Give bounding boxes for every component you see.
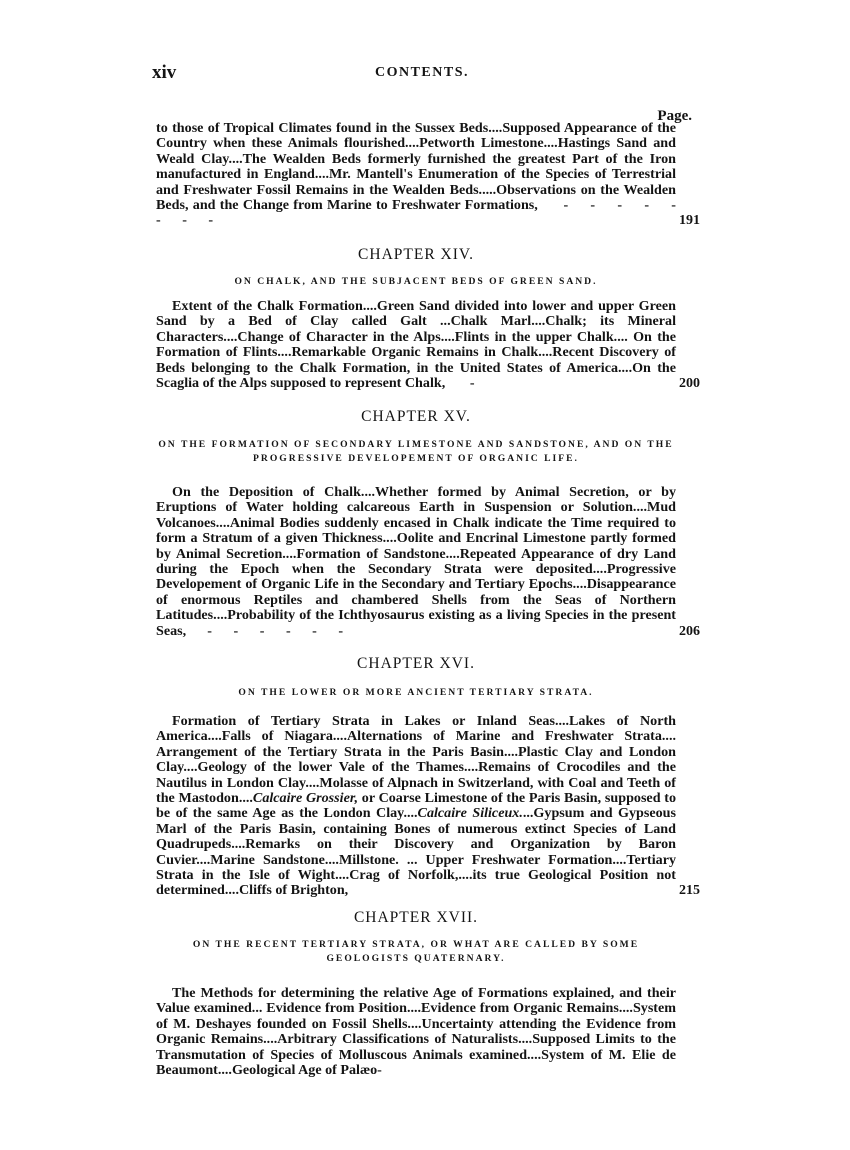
summary-text: The Methods for determining the relative Age of Formations explained, and their Value examined... Evidence from Position....Evidence from Organic Remains....System of M. Deshayes founded on Fossil Shells....Uncertainty attending the Evidence from Organic Remains....Arbitrary Classifications of Naturalists....Supposed Limits to the Transmutation of Species of Molluscous Animals examined....System of M. Elie de Beaumont....Geological Age of Palæo-: [156, 985, 676, 1079]
contents-entry-continued: [156, 120, 700, 229]
chapter-subtitle: ON CHALK, AND THE SUBJACENT BEDS OF GREEN SAND.: [234, 276, 598, 287]
chapter-subtitle: ON THE FORMATION OF SECONDARY LIMESTONE AND SANDSTONE, AND ON THE PROGRESSIVE DEVELOPEMENT OF ORGANIC LIFE.: [158, 439, 674, 464]
chapter-heading: CHAPTER XV.: [361, 408, 471, 425]
leader-dots: - - - - - - - -: [156, 197, 676, 229]
chapter-summary-text: [156, 485, 676, 639]
chapter-page-number: 200: [679, 376, 700, 392]
chapter-heading: CHAPTER XIV.: [358, 246, 474, 263]
chapter-summary: [156, 986, 676, 1078]
summary-text: or Coarse Limestone of the Paris Basin, supposed to be of the same Age as the London Clay....: [156, 790, 676, 822]
chapter-page-number: 206: [679, 623, 700, 639]
chapter-heading: CHAPTER XVII.: [353, 909, 479, 926]
entry-summary: to those of Tropical Climates found in the Sussex Beds....Supposed Appearance of the Country when these Animals flourished....Petworth Limestone....Hastings Sand and Weald Clay....The Wealden Beds formerly furnished the greatest Part of the Iron manufactured in England....Mr. Mantell's Enumeration of the Species of Terrestrial and Freshwater Fossil Remains in the Wealden Beds.....Observations on the Wealden Beds, and the Change from Marine to Freshwater Formations,: [156, 120, 676, 214]
entry-text: [156, 121, 676, 229]
chapter-summary-text: [156, 299, 676, 391]
summary-text: Extent of the Chalk Formation....Green Sand divided into lower and upper Green Sand by a Bed of Clay called Galt ...Chalk Marl....Chalk; its Mineral Characters....Change of Character in the Alps....Flints in the upper Chalk.... On the Formation of Flints....Remarkable Organic Remains in Chalk....Recent Discovery of Beds belonging to the Chalk Formation, in the United States of America....On the Scaglia of the Alps supposed to represent Chalk,: [156, 298, 676, 392]
chapter-summary: [156, 713, 700, 899]
chapter-heading: CHAPTER XVI.: [357, 655, 475, 672]
chapter-summary: [156, 484, 700, 639]
page-column-label: Page.: [657, 108, 692, 124]
page-folio: xiv: [152, 62, 177, 83]
leader-dots: -: [469, 375, 475, 392]
summary-text: ...Gypsum and Gypseous Marl of the Paris Basin, containing Bones of numerous extinct Species of Land Quadrupeds....Remarks on their Discovery and Organization by Baron Cuvier....Marine Sandstone....Millstone. ... Upper Freshwater Formation....Tertiary Strata in the Isle of Wight....Crag of Norfolk,....its true Geological Position not determined....Cliffs of Brighton,: [156, 805, 676, 899]
chapter-page-number: 215: [679, 883, 700, 899]
chapter-subtitle: ON THE LOWER OR MORE ANCIENT TERTIARY STRATA.: [238, 687, 594, 698]
chapter-summary: [156, 298, 700, 392]
entry-page-number: 191: [679, 213, 700, 229]
italic-term: Calcaire Siliceux.: [417, 805, 523, 822]
running-header: [152, 62, 692, 86]
running-title: CONTENTS.: [374, 65, 470, 80]
chapter-summary-text: [156, 986, 676, 1078]
italic-term: Calcaire Grossier,: [252, 790, 359, 807]
summary-text: On the Deposition of Chalk....Whether formed by Animal Secretion, or by Eruptions of Water holding calcareous Earth in Suspension or Solution....Mud Volcanoes....Animal Bodies suddenly encased in Chalk indicate the Time required to form a Stratum of a given Thickness....Oolite and Encrinal Limestone partly formed by Animal Secretion....Formation of Sandstone....Repeated Appearance of dry Land during the Epoch when the Secondary Strata were deposited....Progressive Developement of Organic Life in the Secondary and Tertiary Epochs....Disappearance of enormous Reptiles and chambered Shells from the Seas of Northern Latitudes....Probability of the Ichthyosaurus existing as a living Species in the present Seas,: [156, 484, 676, 639]
leader-dots: - - - - - -: [207, 622, 344, 639]
summary-text: Formation of Tertiary Strata in Lakes or Inland Seas....Lakes of North America....Falls of Niagara....Alternations of Marine and Freshwater Strata.... Arrangement of the Tertiary Strata in the Paris Basin....Plastic Clay and London Clay....Geology of the lower Vale of the Thames....Remains of Crocodiles and the Nautilus in London Clay....Molasse of Alpnach in Switzerland, with Coal and Teeth of the Mastodon....: [156, 713, 676, 807]
chapter-summary-text: [156, 714, 676, 899]
chapter-subtitle: ON THE RECENT TERTIARY STRATA, OR WHAT ARE CALLED BY SOME GEOLOGISTS QUATERNARY.: [192, 939, 640, 964]
